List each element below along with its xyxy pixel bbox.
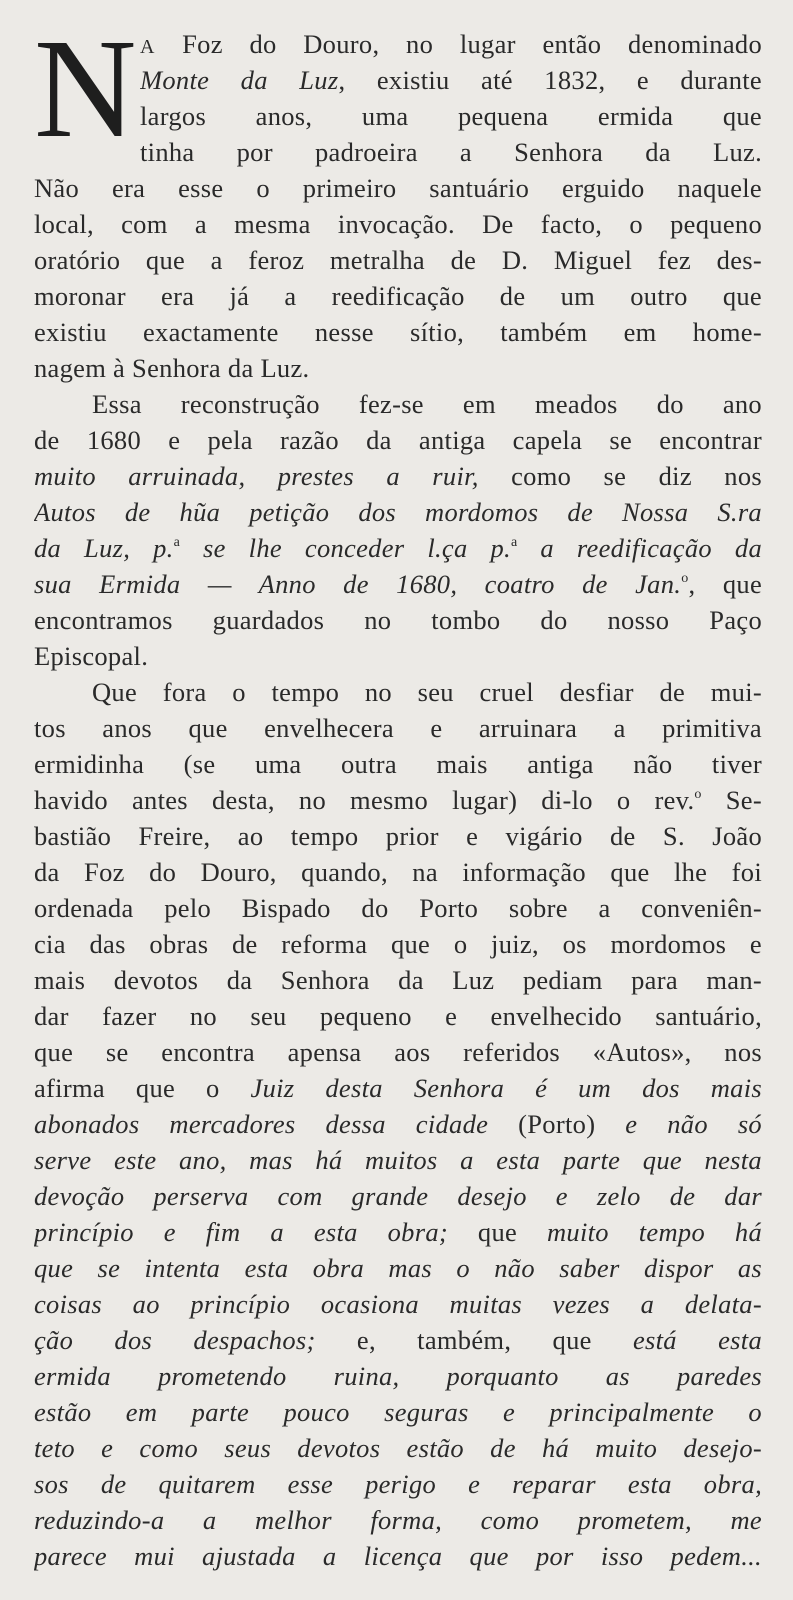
text-line	[34, 1502, 762, 1538]
text-run: , existiu até 1832, e durante	[338, 65, 762, 95]
text-line	[34, 386, 762, 422]
text-line	[34, 1034, 762, 1070]
text-run: dar fazer no seu pequeno e envelhecido santuário,	[34, 1001, 762, 1031]
superscript: o	[694, 787, 702, 802]
text-run: Essa reconstrução fez-se em meados do ano	[92, 389, 762, 419]
text-line	[140, 98, 762, 134]
text-run: princípio e fim a esta obra;	[34, 1217, 449, 1247]
text-run: da Foz do Douro, quando, na informação que lhe foi	[34, 857, 762, 887]
superscript: o	[681, 571, 689, 586]
text-line	[34, 638, 762, 674]
text-line	[34, 782, 762, 818]
text-line	[34, 206, 762, 242]
text-line	[34, 602, 762, 638]
text-run: sua Ermida — Anno de 1680, coatro de Jan.	[34, 569, 682, 599]
text-line	[34, 1394, 762, 1430]
text-line	[34, 1322, 762, 1358]
text-line	[140, 26, 762, 62]
text-run: que se intenta esta obra mas o não saber dispor as	[34, 1253, 762, 1283]
text-line	[34, 746, 762, 782]
text-line	[34, 998, 762, 1034]
body-lines	[34, 170, 762, 1574]
text-run: ermidinha (se uma outra mais antiga não tiver	[34, 749, 762, 779]
text-run: a reedificação da	[517, 533, 762, 563]
text-line	[34, 1178, 762, 1214]
text-line	[140, 134, 762, 170]
text-run: sos de quitarem esse perigo e reparar esta obra,	[34, 1469, 762, 1499]
text-run: parece mui ajustada a licença que por isso pedem...	[34, 1541, 762, 1571]
text-run: , que	[688, 569, 762, 599]
text-run: Que fora o tempo no seu cruel desfiar de mui-	[92, 677, 762, 707]
text-run: da Luz, p.	[34, 533, 174, 563]
text-run: Se-	[701, 785, 762, 815]
text-run: largos anos, uma pequena ermida que	[140, 101, 762, 131]
opening-lines	[140, 26, 762, 170]
text-run: cia das obras de reforma que o juiz, os mordomos e	[34, 929, 762, 959]
text-line	[34, 1466, 762, 1502]
text-run: que	[448, 1217, 547, 1247]
text-run: está esta	[632, 1325, 762, 1355]
text-run: (Porto)	[488, 1109, 626, 1139]
text-run: moronar era já a reedificação de um outro que	[34, 281, 762, 311]
text-line	[34, 1142, 762, 1178]
text-run: muito tempo há	[546, 1217, 762, 1247]
text-run: devoção perserva com grande desejo e zelo de dar	[34, 1181, 762, 1211]
text-line	[34, 1214, 762, 1250]
text-line	[34, 1106, 762, 1142]
text-run: Não era esse o primeiro santuário erguido naquele	[34, 173, 762, 203]
text-line	[34, 1430, 762, 1466]
text-run: serve este ano, mas há muitos a esta parte que nesta	[34, 1145, 762, 1175]
text-run: oratório que a feroz metralha de D. Miguel fez des-	[34, 245, 762, 275]
text-line	[140, 62, 762, 98]
text-run: encontramos guardados no tombo do nosso Paço	[34, 605, 762, 635]
text-run: que se encontra apensa aos referidos «Autos», nos	[34, 1037, 762, 1067]
text-run: Episcopal.	[34, 641, 149, 671]
text-line	[34, 170, 762, 206]
text-run: Foz do Douro, no lugar então denominado	[155, 29, 762, 59]
text-run: se lhe conceder l.ça p.	[180, 533, 511, 563]
text-run: mais devotos da Senhora da Luz pediam para man-	[34, 965, 762, 995]
text-run: ermida prometendo ruina, porquanto as paredes	[34, 1361, 762, 1391]
text-run: estão em parte pouco seguras e principalmente o	[34, 1397, 762, 1427]
text-line	[34, 314, 762, 350]
text-line	[34, 710, 762, 746]
text-run: Monte da Luz	[140, 65, 339, 95]
drop-cap: N	[34, 9, 137, 167]
text-run: existiu exactamente nesse sítio, também em home-	[34, 317, 762, 347]
text-line	[34, 422, 762, 458]
text-run: e não só	[625, 1109, 762, 1139]
text-line	[34, 566, 762, 602]
text-line	[34, 1538, 762, 1574]
text-run: reduzindo-a a melhor forma, como prometem, me	[34, 1505, 762, 1535]
text-run: teto e como seus devotos estão de há muito desejo-	[34, 1433, 762, 1463]
superscript: a	[510, 535, 518, 550]
text-line	[34, 494, 762, 530]
text-line	[34, 350, 762, 386]
text-run: coisas ao princípio ocasiona muitas vezes a delata-	[34, 1289, 762, 1319]
opening-paragraph-head	[34, 9, 762, 170]
text-line	[34, 1070, 762, 1106]
text-run: afirma que o	[34, 1073, 251, 1103]
text-line	[34, 278, 762, 314]
text-run: Autos de hũa petição dos mordomos de Nossa S.ra	[34, 497, 762, 527]
text-run: ordenada pelo Bispado do Porto sobre a conveniên-	[34, 893, 762, 923]
text-run: Juiz desta Senhora é um dos mais	[250, 1073, 762, 1103]
text-line	[34, 962, 762, 998]
text-run: muito arruinada, prestes a ruir,	[34, 461, 479, 491]
text-line	[34, 818, 762, 854]
text-run: tinha por padroeira a Senhora da Luz.	[140, 137, 762, 167]
text-run: abonados mercadores dessa cidade	[34, 1109, 489, 1139]
text-line	[34, 890, 762, 926]
text-line	[34, 1286, 762, 1322]
text-run: e, também, que	[315, 1325, 633, 1355]
text-run: de 1680 e pela razão da antiga capela se encontrar	[34, 425, 762, 455]
article-body	[34, 9, 762, 1574]
text-line	[34, 1358, 762, 1394]
text-line	[34, 1250, 762, 1286]
text-run: como se diz nos	[478, 461, 762, 491]
text-line	[34, 926, 762, 962]
text-run: A	[140, 36, 156, 58]
text-line	[34, 530, 762, 566]
text-line	[34, 242, 762, 278]
text-run: nagem à Senhora da Luz.	[34, 353, 310, 383]
text-run: havido antes desta, no mesmo lugar) di-lo o rev.	[34, 785, 695, 815]
text-line	[34, 458, 762, 494]
superscript: a	[173, 535, 181, 550]
text-run: tos anos que envelhecera e arruinara a primitiva	[34, 713, 762, 743]
text-run: ção dos despachos;	[34, 1325, 316, 1355]
text-run: local, com a mesma invocação. De facto, o pequeno	[34, 209, 762, 239]
text-run: bastião Freire, ao tempo prior e vigário de S. João	[34, 821, 762, 851]
text-line	[34, 674, 762, 710]
text-line	[34, 854, 762, 890]
